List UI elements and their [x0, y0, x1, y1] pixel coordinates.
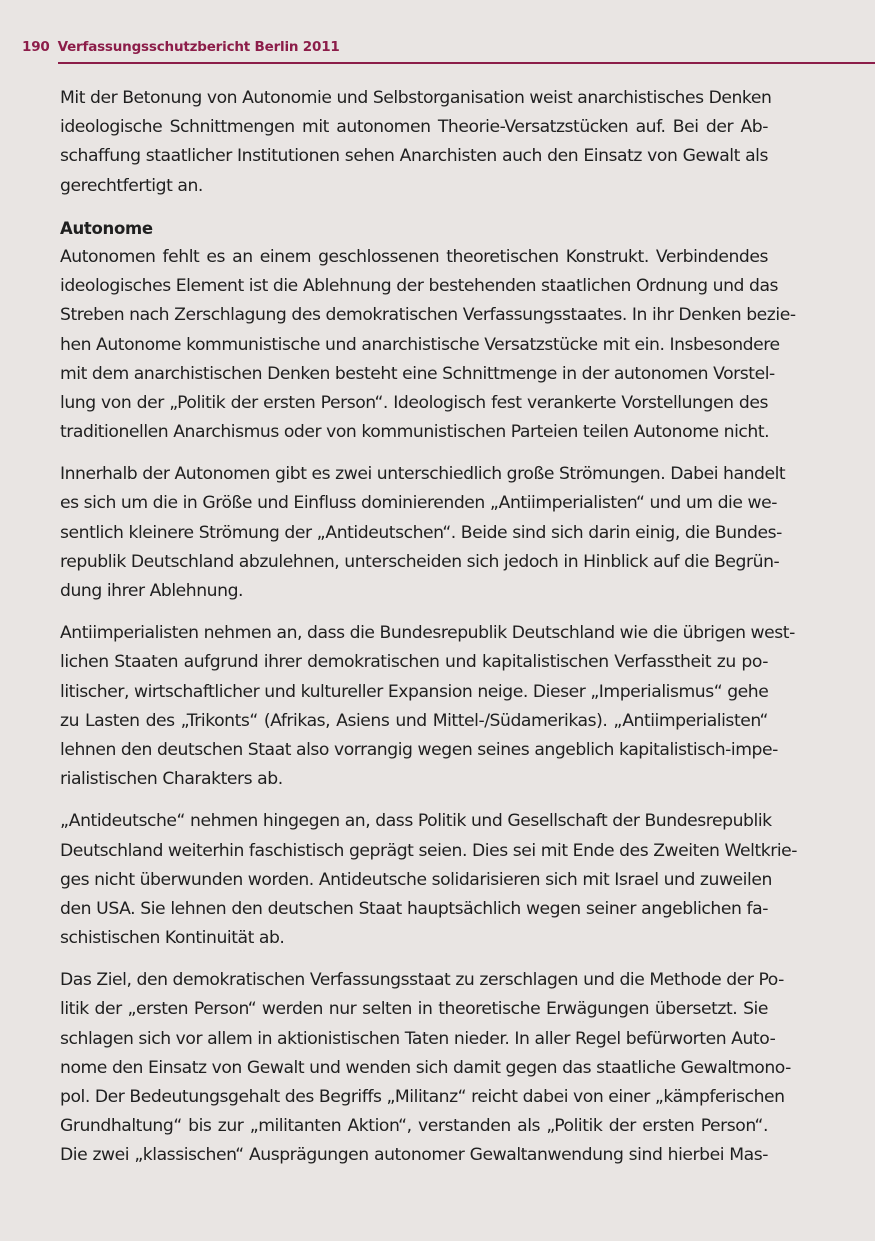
text-line: Grundhaltung“ bis zur „militanten Aktion“, verstanden als „Politik der ersten Person“. [60, 1116, 768, 1137]
text-line: sentlich kleinere Strömung der „Antideutschen“. Beide sind sich darin einig, die Bundes- [60, 522, 782, 543]
page-body [60, 84, 798, 1184]
section-heading: Autonome [60, 218, 153, 238]
text-line: Streben nach Zerschlagung des demokratischen Verfassungsstaates. In ihr Denken bezie- [60, 305, 796, 326]
text-line: gerechtfertigt an. [60, 175, 203, 196]
text-line: republik Deutschland abzulehnen, unterscheiden sich jedoch in Hinblick auf die Begrün- [60, 551, 780, 572]
text-line: Antiimperialisten nehmen an, dass die Bundesrepublik Deutschland wie die übrigen west- [60, 623, 795, 644]
text-line: Autonomen fehlt es an einem geschlossenen theoretischen Konstrukt. Verbindendes [60, 246, 768, 267]
text-line: schistischen Kontinuität ab. [60, 928, 285, 949]
text-line: hen Autonome kommunistische und anarchistische Versatzstücke mit ein. Insbesondere [60, 334, 780, 355]
text-line: Die zwei „klassischen“ Ausprägungen autonomer Gewaltanwendung sind hierbei Mas- [60, 1145, 768, 1166]
text-line: schaffung staatlicher Institutionen sehen Anarchisten auch den Einsatz von Gewalt als [60, 146, 768, 167]
paragraph-militancy [60, 966, 791, 1170]
running-header [22, 39, 340, 55]
text-line: ideologisches Element ist die Ablehnung der bestehenden staatlichen Ordnung und das [60, 276, 779, 297]
paragraph-anarchism-summary [60, 84, 772, 201]
text-line: rialistischen Charakters ab. [60, 769, 283, 790]
text-line: mit dem anarchistischen Denken besteht eine Schnittmenge in der autonomen Vorstel- [60, 363, 775, 384]
text-line: dung ihrer Ablehnung. [60, 581, 244, 601]
text-line: „Antideutsche“ nehmen hingegen an, dass Politik und Gesellschaft der Bundesrepublik [60, 811, 772, 832]
text-line: es sich um die in Größe und Einfluss dominierenden „Antiimperialisten“ und um die we- [60, 493, 777, 514]
paragraph-antideutsche [60, 807, 798, 953]
publication-title: Verfassungsschutzbericht Berlin 2011 [57, 39, 340, 55]
text-line: Mit der Betonung von Autonomie und Selbstorganisation weist anarchistisches Denken [60, 88, 772, 108]
text-line: Innerhalb der Autonomen gibt es zwei unterschiedlich große Strömungen. Dabei handelt [60, 464, 786, 485]
text-line: pol. Der Bedeutungsgehalt des Begriffs „Militanz“ reicht dabei von einer „kämpferischen [60, 1087, 785, 1107]
text-line: zu Lasten des „Trikonts“ (Afrikas, Asiens und Mittel-/Südamerikas). „Antiimperialisten“ [60, 710, 768, 731]
text-line: ges nicht überwunden worden. Antideutsche solidarisieren sich mit Israel und zuweilen [60, 869, 772, 890]
text-line: nome den Einsatz von Gewalt und wenden sich damit gegen das staatliche Gewaltmono- [60, 1057, 791, 1078]
text-line: Deutschland weiterhin faschistisch geprägt seien. Dies sei mit Ende des Zweiten Weltkrie- [60, 840, 798, 861]
text-line: litischer, wirtschaftlicher und kultureller Expansion neige. Dieser „Imperialismus“ gehe [60, 681, 769, 702]
text-line: lehnen den deutschen Staat also vorrangig wegen seines angeblich kapitalistisch-impe- [60, 739, 778, 760]
paragraph-two-currents [60, 460, 786, 606]
text-line: lung von der „Politik der ersten Person“. Ideologisch fest verankerte Vorstellungen des [60, 392, 768, 413]
text-line: den USA. Sie lehnen den deutschen Staat hauptsächlich wegen seiner angeblichen fa- [60, 898, 768, 919]
text-line: litik der „ersten Person“ werden nur selten in theoretische Erwägungen übersetzt. Sie [60, 999, 768, 1020]
text-line: traditionellen Anarchismus oder von kommunistischen Parteien teilen Autonome nicht. [60, 422, 770, 443]
text-line: Das Ziel, den demokratischen Verfassungsstaat zu zerschlagen und die Methode der Po- [60, 970, 784, 991]
paragraph-antiimperialists [60, 619, 795, 794]
text-line: lichen Staaten aufgrund ihrer demokratischen und kapitalistischen Verfasstheit zu po- [60, 652, 768, 673]
paragraph-autonome-definition [60, 243, 796, 447]
text-line: schlagen sich vor allem in aktionistischen Taten nieder. In aller Regel befürworten Auto- [60, 1028, 776, 1049]
header-rule [58, 62, 875, 64]
text-line: ideologische Schnittmengen mit autonomen Theorie-Versatzstücken auf. Bei der Ab- [60, 117, 768, 138]
page-number: 190 [22, 39, 50, 55]
